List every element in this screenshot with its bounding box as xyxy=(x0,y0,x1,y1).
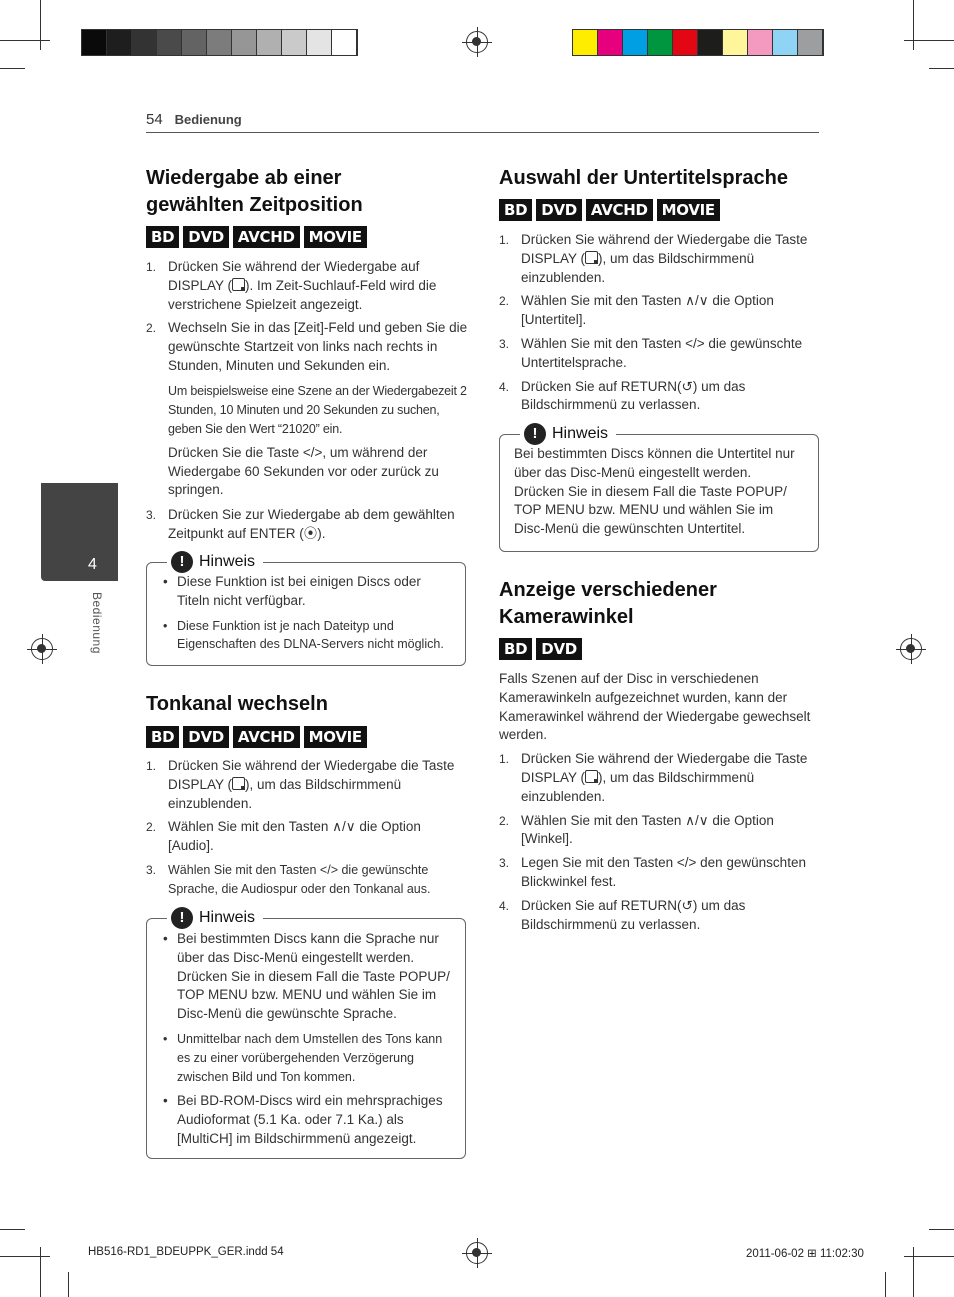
section-time-search xyxy=(146,165,466,219)
page-header xyxy=(146,111,242,128)
registration-mark-icon xyxy=(900,638,922,660)
chapter-label: Bedienung xyxy=(90,592,104,654)
color-swatch xyxy=(107,30,132,55)
color-swatch xyxy=(698,30,723,55)
color-swatch xyxy=(573,30,598,55)
color-swatch xyxy=(748,30,773,55)
display-icon xyxy=(232,777,245,790)
process-color-bar xyxy=(572,29,824,56)
crop-mark xyxy=(0,40,50,41)
list-item: 2. Wählen Sie mit den Tasten ∧/∨ die Option [Untertitel]. xyxy=(499,293,774,328)
intro-text: Falls Szenen auf der Disc in verschiedenen Kamerawinkeln aufgezeichnet wurden, kann der Kamerawinkel während der Wiedergabe gewechselt werden. xyxy=(499,671,811,743)
list-item: 1. Drücken Sie während der Wiedergabe auf DISPLAY ( ). Im Zeit-Suchlauf-Feld wird die verstrichene Spielzeit angezeigt. xyxy=(146,259,437,312)
color-swatch xyxy=(598,30,623,55)
sec3-steps xyxy=(499,231,819,420)
warning-icon: ! xyxy=(171,907,193,929)
badge-movie: MOVIE xyxy=(657,199,720,221)
list-item: • Unmittelbar nach dem Umstellen des Tons kann es zu einer vorübergehenden Verzögerung zwischen Bild und Ton kommen. xyxy=(161,1030,451,1086)
crop-mark xyxy=(0,68,25,69)
list-item: 4. Drücken Sie auf RETURN(↺) um das Bildschirmmenü zu verlassen. xyxy=(499,897,746,932)
color-swatch xyxy=(207,30,232,55)
crop-mark xyxy=(929,68,954,69)
disc-badges xyxy=(146,226,367,248)
color-swatch xyxy=(257,30,282,55)
badge-bd: BD xyxy=(499,638,532,660)
footer-file: HB516-RD1_BDEUPPK_GER.indd 54 xyxy=(88,1246,284,1258)
color-swatch xyxy=(623,30,648,55)
color-swatch xyxy=(82,30,107,55)
note-box xyxy=(499,424,819,552)
color-swatch xyxy=(773,30,798,55)
badge-bd: BD xyxy=(146,726,179,748)
list-item: • Diese Funktion ist je nach Dateityp und Eigenschaften des DLNA-Servers nicht möglich. xyxy=(161,617,451,655)
section-title: Tonkanal wechseln xyxy=(146,693,328,715)
crop-mark xyxy=(929,1229,954,1230)
page-number: 54 xyxy=(146,111,163,128)
section-camera-angle xyxy=(499,577,819,631)
list-item: 1. Drücken Sie während der Wiedergabe die Taste DISPLAY ( ), um das Bildschirmmenü einzublenden. xyxy=(499,232,808,285)
color-swatch xyxy=(132,30,157,55)
disc-badges xyxy=(499,199,720,221)
color-swatch xyxy=(307,30,332,55)
badge-movie: MOVIE xyxy=(304,226,367,248)
section-audio xyxy=(146,691,466,718)
grayscale-color-bar xyxy=(81,29,358,56)
registration-mark-icon xyxy=(466,31,488,53)
note-box xyxy=(146,552,466,666)
warning-icon: ! xyxy=(171,551,193,573)
badge-avchd: AVCHD xyxy=(233,226,300,248)
badge-movie: MOVIE xyxy=(304,726,367,748)
crop-mark xyxy=(0,1256,50,1257)
warning-icon: ! xyxy=(524,423,546,445)
crop-mark xyxy=(913,1247,914,1297)
display-icon xyxy=(585,251,598,264)
disc-badges xyxy=(499,638,582,660)
color-swatch xyxy=(232,30,257,55)
example-text: Um beispielsweise eine Szene an der Wiedergabezeit 2 Stunden, 10 Minuten und 20 Sekunden zu suchen, geben Sie den Wert “21020” ein. xyxy=(168,383,467,436)
list-item: 4. Drücken Sie auf RETURN(↺) um das Bildschirmmenü zu verlassen. xyxy=(499,378,746,413)
note-header: ! Hinweis xyxy=(167,907,263,929)
sec4-body xyxy=(499,670,819,939)
section-subtitles xyxy=(499,165,829,192)
crop-mark xyxy=(40,0,41,50)
footer-date: 2011-06-02 ⊞ 11:02:30 xyxy=(746,1248,864,1260)
color-swatch xyxy=(673,30,698,55)
color-swatch xyxy=(182,30,207,55)
note-header: ! Hinweis xyxy=(167,551,263,573)
section-title: Auswahl der Untertitelsprache xyxy=(499,167,788,189)
badge-avchd: AVCHD xyxy=(233,726,300,748)
sec2-steps xyxy=(146,757,468,904)
note-text: Bei bestimmten Discs können die Untertitel nur über das Disc-Menü eingestellt werden. Drücken Sie in diesem Fall die Taste POPUP/ TOP MENU bzw. MENU und wählen Sie im Disc-Menü die gewünschten Untertitel. xyxy=(514,446,795,537)
chapter-tab xyxy=(41,483,118,581)
list-item: 1. Drücken Sie während der Wiedergabe die Taste DISPLAY ( ), um das Bildschirmmenü einzublenden. xyxy=(499,751,808,804)
chapter-number: 4 xyxy=(88,556,97,573)
badge-dvd: DVD xyxy=(183,726,229,748)
list-item: 2. Wählen Sie mit den Tasten ∧/∨ die Option [Winkel]. xyxy=(499,812,774,847)
badge-dvd: DVD xyxy=(536,638,582,660)
crop-mark xyxy=(68,1272,69,1297)
list-item: 2. Wählen Sie mit den Tasten ∧/∨ die Option [Audio]. xyxy=(146,819,421,854)
list-item: 2. Wechseln Sie in das [Zeit]-Feld und geben Sie die gewünschte Startzeit von links nach rechts in Stunden, Minuten und Sekunden ein. Um beispielsweise eine Szene an der Wiedergabezeit 2 Stunden, 10 Minuten und 20 Sekunden zu suchen, geben Sie den Wert “21020” ein. Drücken Sie die Taste </>, um während der Wiedergabe 60 Sekunden vor oder zurück zu springen. xyxy=(146,319,468,500)
note-header: ! Hinweis xyxy=(520,423,616,445)
note-box xyxy=(146,908,466,1159)
list-item: • Bei bestimmten Discs kann die Sprache nur über das Disc-Menü eingestellt werden. Drücken Sie in diesem Fall die Taste POPUP/ TOP MENU bzw. MENU und wählen Sie im Disc-Menü die gewünschte Sprache. xyxy=(161,930,451,1024)
badge-bd: BD xyxy=(499,199,532,221)
crop-mark xyxy=(885,1272,886,1297)
registration-mark-icon xyxy=(466,1242,488,1264)
color-swatch xyxy=(157,30,182,55)
section-title: Anzeige verschiedener Kamerawinkel xyxy=(499,579,717,628)
color-swatch xyxy=(332,30,357,55)
list-item: 3. Drücken Sie zur Wiedergabe ab dem gewählten Zeitpunkt auf ENTER (⦿). xyxy=(146,507,455,541)
badge-avchd: AVCHD xyxy=(586,199,653,221)
sec1-steps xyxy=(146,258,468,549)
color-swatch xyxy=(723,30,748,55)
list-item: 1. Drücken Sie während der Wiedergabe die Taste DISPLAY ( ), um das Bildschirmmenü einzublenden. xyxy=(146,758,455,811)
crop-mark xyxy=(913,0,914,50)
crop-mark xyxy=(904,40,954,41)
registration-mark-icon xyxy=(31,638,53,660)
crop-mark xyxy=(0,1229,25,1230)
color-swatch xyxy=(648,30,673,55)
display-icon xyxy=(585,770,598,783)
badge-dvd: DVD xyxy=(536,199,582,221)
badge-dvd: DVD xyxy=(183,226,229,248)
display-icon xyxy=(232,278,245,291)
list-item: • Diese Funktion ist bei einigen Discs oder Titeln nicht verfügbar. xyxy=(161,573,451,611)
list-item: 3. Legen Sie mit den Tasten </> den gewünschten Blickwinkel fest. xyxy=(499,855,806,889)
section-title: Wiedergabe ab einer gewählten Zeitposition xyxy=(146,167,363,216)
list-item: 3. Wählen Sie mit den Tasten </> die gewünschte Untertitelsprache. xyxy=(499,335,803,370)
crop-mark xyxy=(904,1256,954,1257)
color-swatch xyxy=(798,30,823,55)
list-item: 3. Wählen Sie mit den Tasten </> die gewünschte Sprache, die Audiospur oder den Tonkanal aus. xyxy=(146,862,431,896)
header-rule xyxy=(146,132,819,133)
skip-text: Drücken Sie die Taste </>, um während der Wiedergabe 60 Sekunden vor oder zurück zu springen. xyxy=(168,444,439,498)
disc-badges xyxy=(146,726,367,748)
crop-mark xyxy=(40,1247,41,1297)
badge-bd: BD xyxy=(146,226,179,248)
section-name: Bedienung xyxy=(174,112,242,127)
color-swatch xyxy=(282,30,307,55)
list-item: • Bei BD-ROM-Discs wird ein mehrsprachiges Audioformat (5.1 Ka. oder 7.1 Ka.) als [MultiCH] im Bildschirmmenü angezeigt. xyxy=(161,1092,451,1148)
